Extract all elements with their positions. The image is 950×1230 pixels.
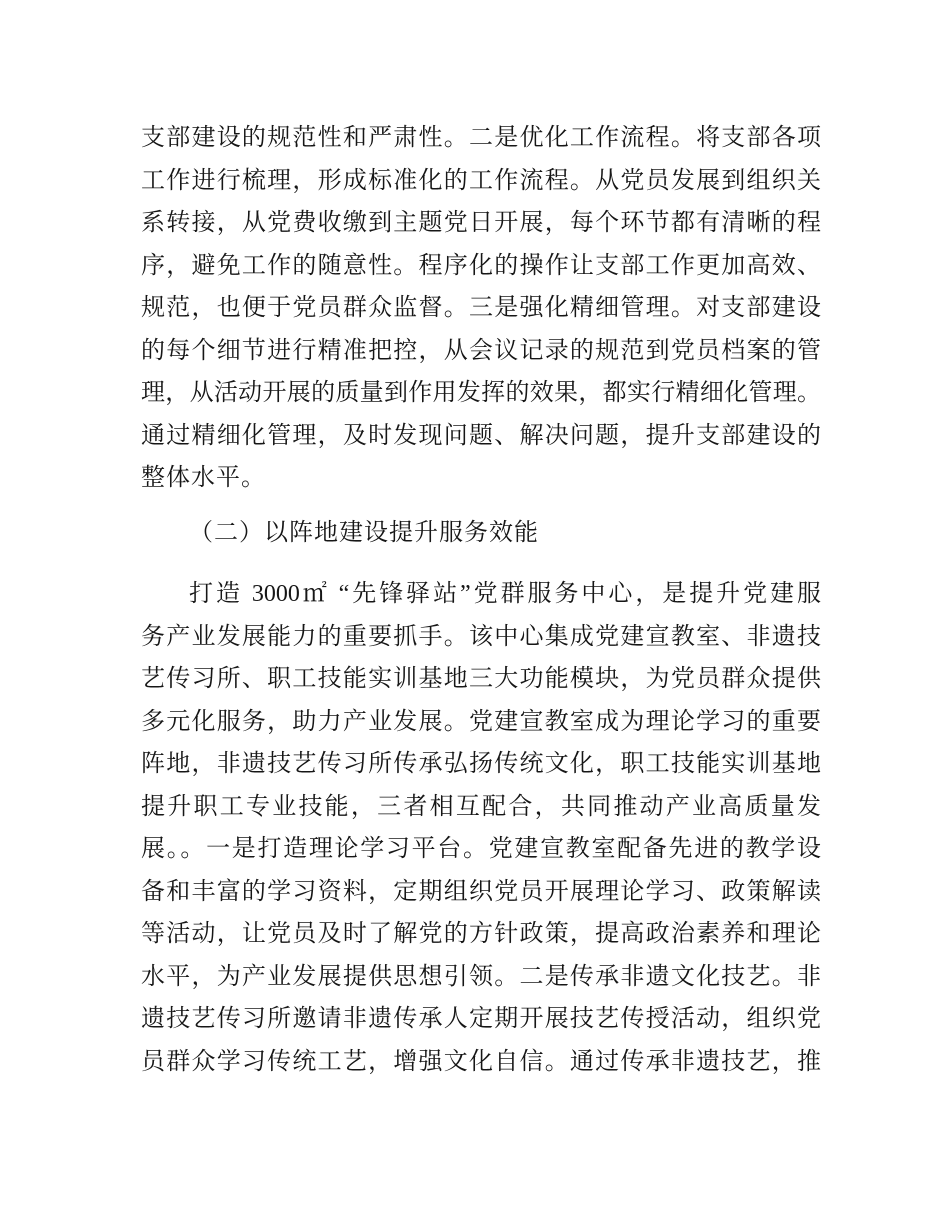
text-line: 员群众学习传统工艺，增强文化自信。通过传承非遗技艺，推 [141, 1048, 821, 1075]
paragraph-body [141, 573, 821, 1083]
paragraph-continuation [141, 117, 821, 500]
text-line: 的每个细节进行精准把控，从会议记录的规范到党员档案的管 [141, 337, 821, 364]
text-line: 工作进行梳理，形成标准化的工作流程。从党员发展到组织关 [141, 167, 821, 194]
text-line: 打造 3000㎡ “先锋驿站”党群服务中心，是提升党建服 [189, 581, 821, 607]
text-line: 支部建设的规范性和严肃性。二是优化工作流程。将支部各项 [141, 125, 821, 151]
section-heading: （二）以阵地建设提升服务效能 [189, 519, 539, 546]
text-line: 规范，也便于党员群众监督。三是强化精细管理。对支部建设 [141, 295, 821, 321]
text-line: 整体水平。 [141, 465, 266, 491]
text-line: 遗技艺传习所邀请非遗传承人定期开展技艺传授活动，组织党 [141, 1006, 821, 1032]
text-line: 系转接，从党费收缴到主题党日开展，每个环节都有清晰的程 [141, 210, 821, 236]
text-line: 展。。一是打造理论学习平台。党建宣教室配备先进的教学设 [141, 836, 821, 862]
text-line: 阵地，非遗技艺传习所传承弘扬传统文化，职工技能实训基地 [141, 751, 821, 777]
text-line: 务产业发展能力的重要抓手。该中心集成党建宣教室、非遗技 [141, 623, 821, 650]
text-line: 水平，为产业发展提供思想引领。二是传承非遗文化技艺。非 [141, 963, 821, 990]
text-line: 等活动，让党员及时了解党的方针政策，提高政治素养和理论 [141, 921, 821, 947]
text-line: 艺传习所、职工技能实训基地三大功能模块，为党员群众提供 [141, 666, 821, 692]
text-line: 提升职工专业技能，三者相互配合，共同推动产业高质量发 [141, 793, 821, 820]
text-line: 通过精细化管理，及时发现问题、解决问题，提升支部建设的 [141, 422, 821, 449]
text-line: 序，避免工作的随意性。程序化的操作让支部工作更加高效、 [141, 252, 821, 279]
text-line: 多元化服务，助力产业发展。党建宣教室成为理论学习的重要 [141, 708, 821, 735]
text-line: 备和丰富的学习资料，定期组织党员开展理论学习、政策解读 [141, 878, 821, 905]
text-line: 理，从活动开展的质量到作用发挥的效果，都实行精细化管理。 [141, 380, 821, 406]
